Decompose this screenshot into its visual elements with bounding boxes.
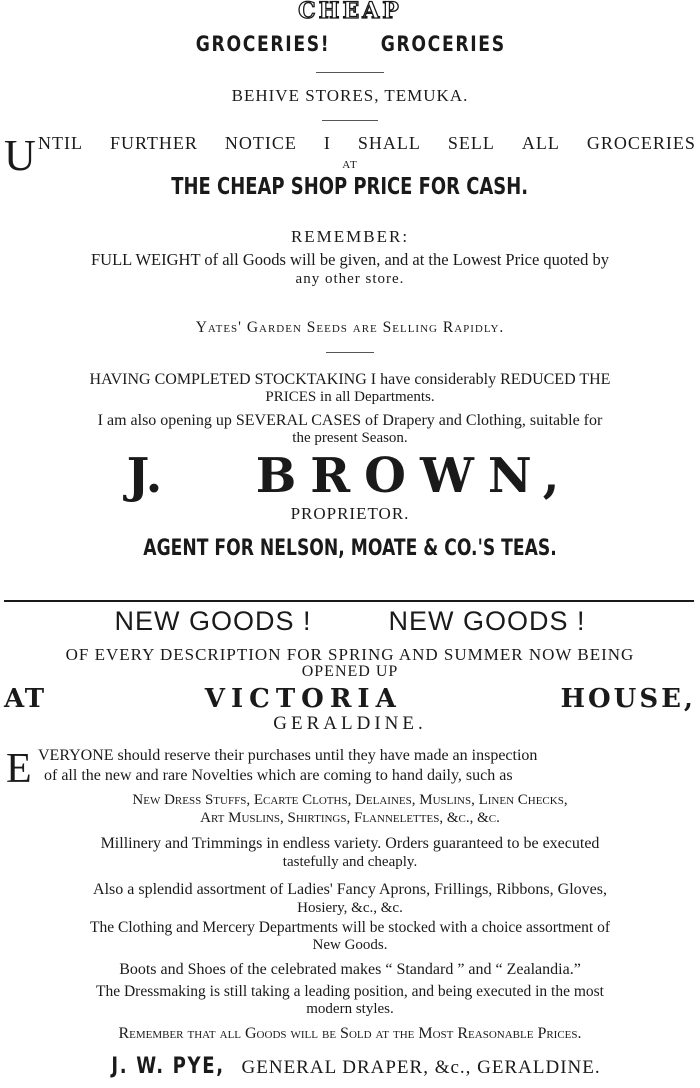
signature-name: J. W. PYE,: [111, 1054, 226, 1079]
victoria-house-banner: [4, 686, 696, 712]
notice-word: I: [323, 133, 331, 153]
banner-house: HOUSE,: [560, 684, 696, 714]
millinery-line-1: Millinery and Trimmings in endless variety. Orders guaranteed to be executed: [100, 835, 600, 852]
dressmaking-line-1: The Dressmaking is still taking a leading position, and being executed in the most: [96, 983, 604, 1000]
groceries-headline: [0, 34, 700, 55]
short-rule: [322, 120, 378, 121]
cases-line-2: the present Season.: [292, 430, 408, 446]
groceries-headline-right: GROCERIES: [380, 32, 506, 56]
drop-cap-u: U: [4, 131, 36, 180]
dressmaking-line-2: modern styles.: [306, 1001, 394, 1017]
stocktaking-line-2: PRICES in all Departments.: [265, 389, 435, 405]
signature-line: [0, 1056, 700, 1078]
notice-word: NTIL: [38, 133, 83, 153]
description-line-1: OF EVERY DESCRIPTION FOR SPRING AND SUMMER NOW BEING: [65, 645, 635, 664]
full-weight-line-1: FULL WEIGHT of all Goods will be given, and at the Lowest Price quoted by: [91, 250, 609, 269]
notice-word: SHALL: [357, 133, 421, 153]
new-goods-headline: [0, 608, 700, 635]
boots-line: Boots and Shoes of the celebrated makes “ Standard ” and “ Zealandia.”: [119, 961, 581, 978]
notice-word: ALL: [521, 133, 560, 153]
clothing-line-1: The Clothing and Mercery Departments will be stocked with a choice assortment of: [90, 919, 610, 936]
new-goods-right: NEW GOODS !: [388, 606, 586, 636]
short-rule: [326, 352, 374, 353]
notice-word: FURTHER: [109, 133, 198, 153]
notice-at: AT: [342, 159, 358, 171]
remember-prices-line: Remember that all Goods will be Sold at the Most Reasonable Prices.: [118, 1025, 582, 1042]
cases-line-1: I am also opening up SEVERAL CASES of Drapery and Clothing, suitable for: [97, 412, 603, 429]
drop-cap-e: E: [6, 746, 32, 792]
store-name: BEHIVE STORES, TEMUKA.: [231, 86, 469, 105]
cheap-shop-line: THE CHEAP SHOP PRICE FOR CASH.: [171, 174, 529, 200]
town-name: GERALDINE.: [273, 713, 427, 734]
notice-word: NOTICE: [224, 133, 297, 153]
signature-rest: GENERAL DRAPER, &c., GERALDINE.: [241, 1057, 601, 1078]
agent-line: AGENT FOR NELSON, MOATE & CO.'S TEAS.: [143, 536, 557, 561]
proprietor-initial: J.: [126, 448, 163, 504]
remember-heading: REMEMBER:: [290, 227, 410, 246]
description-line-2: OPENED UP: [301, 663, 399, 680]
groceries-headline-left: GROCERIES!: [195, 32, 331, 56]
cheap-banner: CHEAP: [298, 0, 402, 24]
everyone-line-1: VERYONE should reserve their purchases until they have made an inspection: [38, 747, 538, 764]
proprietor-title: PROPRIETOR.: [290, 504, 410, 523]
notice-word: GROCERIES: [586, 133, 696, 153]
aprons-line-2: Hosiery, &c., &c.: [297, 900, 403, 916]
proprietor-surname: BROWN,: [255, 448, 574, 504]
new-goods-left: NEW GOODS !: [114, 606, 312, 636]
pye-drapery-advertisement: [0, 598, 700, 1088]
aprons-line-1: Also a splendid assortment of Ladies' Fancy Aprons, Frillings, Ribbons, Gloves,: [93, 881, 607, 898]
stocktaking-line-1: HAVING COMPLETED STOCKTAKING I have considerably REDUCED THE: [89, 371, 611, 388]
banner-victoria: VICTORIA: [204, 684, 402, 714]
banner-at: AT: [4, 684, 47, 714]
clothing-line-2: New Goods.: [312, 937, 388, 953]
proprietor-name: [0, 448, 700, 504]
notice-word: SELL: [447, 133, 495, 153]
everyone-line-2: of all the new and rare Novelties which are coming to hand daily, such as: [44, 767, 513, 784]
millinery-line-2: tastefully and cheaply.: [282, 854, 418, 870]
notice-line: [38, 134, 696, 152]
yates-seeds-line: Yates' Garden Seeds are Selling Rapidly.: [195, 319, 505, 336]
dress-stuffs-line-1: New Dress Stuffs, Ecarte Cloths, Delaines, Muslins, Linen Checks,: [132, 792, 568, 808]
full-weight-line-2: any other store.: [295, 271, 405, 287]
dress-stuffs-line-2: Art Muslins, Shirtings, Flannelettes, &c., &c.: [200, 810, 500, 826]
short-rule: [316, 72, 384, 73]
